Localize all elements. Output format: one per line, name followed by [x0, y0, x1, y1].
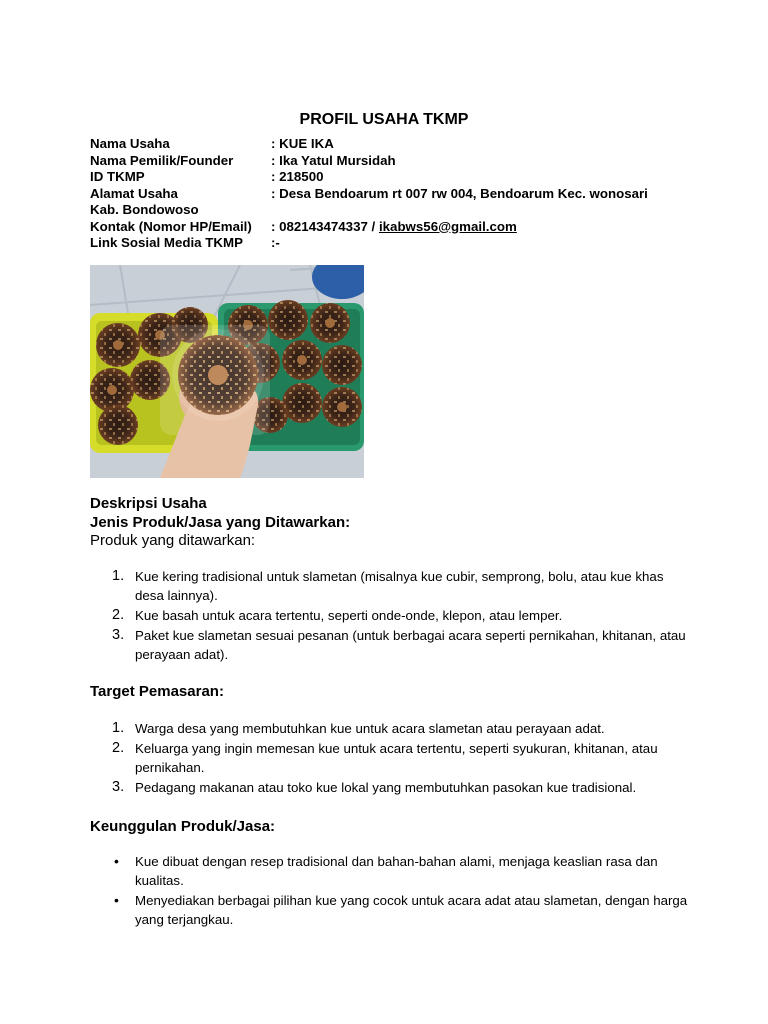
- list-item-text: Kue basah untuk acara tertentu, seperti onde-onde, klepon, atau lemper.: [135, 608, 563, 623]
- list-item-text: Warga desa yang membutuhkan kue untuk acara slametan atau perayaan adat.: [135, 721, 605, 736]
- product-photo: [90, 265, 364, 478]
- list-item-text: Pedagang makanan atau toko kue lokal yang membutuhkan pasokan kue tradisional.: [135, 780, 637, 795]
- info-value: : Desa Bendoarum rt 007 rw 004, Bendoarum Kec. wonosari: [271, 185, 648, 201]
- bullet: •: [114, 853, 119, 869]
- info-value: : 218500: [271, 169, 324, 184]
- page-title: PROFIL USAHA TKMP: [299, 111, 469, 128]
- list-number: 2.: [112, 740, 125, 756]
- info-row-sosmed: [90, 235, 648, 252]
- info-label: Nama Usaha: [90, 136, 170, 151]
- section-heading-jenis-produk: Jenis Produk/Jasa yang Ditawarkan:: [90, 514, 351, 531]
- info-value: :-: [271, 235, 280, 250]
- bullet: •: [114, 892, 119, 908]
- info-row-kontak: [90, 219, 648, 236]
- list-item: [90, 719, 690, 738]
- list-item-text: Paket kue slametan sesuai pesanan (untuk berbagai acara seperti pernikahan, khitanan, atau perayaan adat).: [135, 628, 686, 662]
- info-row-alamat-cont: [90, 202, 648, 219]
- info-label: Alamat Usaha: [90, 185, 178, 201]
- info-row-nama-usaha: [90, 136, 648, 153]
- info-label: Link Sosial Media TKMP: [90, 235, 243, 250]
- list-item-text: Kue dibuat dengan resep tradisional dan bahan-bahan alami, menjaga keaslian rasa dan kualitas.: [135, 854, 658, 888]
- list-item: [90, 567, 690, 605]
- advantages-list: [90, 852, 690, 930]
- info-label: Kontak (Nomor HP/Email): [90, 218, 252, 234]
- list-item: [90, 891, 690, 929]
- products-intro: Produk yang ditawarkan:: [90, 532, 256, 549]
- list-number: 3.: [112, 779, 125, 795]
- list-item: [90, 626, 690, 664]
- info-row-nama-pemilik: [90, 153, 648, 170]
- list-number: 3.: [112, 627, 125, 643]
- info-row-alamat: [90, 186, 648, 203]
- list-item: [90, 739, 690, 777]
- section-heading-keunggulan: Keunggulan Produk/Jasa:: [90, 818, 276, 835]
- business-info: [90, 136, 648, 252]
- list-number: 2.: [112, 607, 125, 623]
- target-list: [90, 719, 690, 798]
- email-link[interactable]: ikabws56@gmail.com: [378, 218, 517, 234]
- phone-number: : 082143474337 /: [271, 218, 379, 234]
- list-item: [90, 778, 690, 797]
- list-number: 1.: [112, 568, 125, 584]
- list-number: 1.: [112, 720, 125, 736]
- list-item-text: Kue kering tradisional untuk slametan (misalnya kue cubir, semprong, bolu, atau kue khas desa lainnya).: [135, 569, 664, 603]
- info-value: : Ika Yatul Mursidah: [271, 152, 396, 168]
- info-row-id-tkmp: [90, 169, 648, 186]
- info-value-continued: Kab. Bondowoso: [90, 202, 199, 217]
- info-label: ID TKMP: [90, 169, 145, 184]
- list-item: [90, 606, 690, 625]
- product-list: [90, 567, 690, 665]
- list-item-text: Menyediakan berbagai pilihan kue yang cocok untuk acara adat atau slametan, dengan harga yang terjangkau.: [135, 893, 688, 927]
- section-heading-deskripsi: Deskripsi Usaha: [90, 495, 207, 512]
- list-item: [90, 852, 690, 890]
- list-item-text: Keluarga yang ingin memesan kue untuk acara tertentu, seperti syukuran, khitanan, atau pernikahan.: [135, 741, 658, 775]
- info-label: Nama Pemilik/Founder: [90, 152, 234, 168]
- info-value: [271, 219, 517, 236]
- section-heading-target: Target Pemasaran:: [90, 683, 224, 700]
- info-value: : KUE IKA: [271, 136, 334, 151]
